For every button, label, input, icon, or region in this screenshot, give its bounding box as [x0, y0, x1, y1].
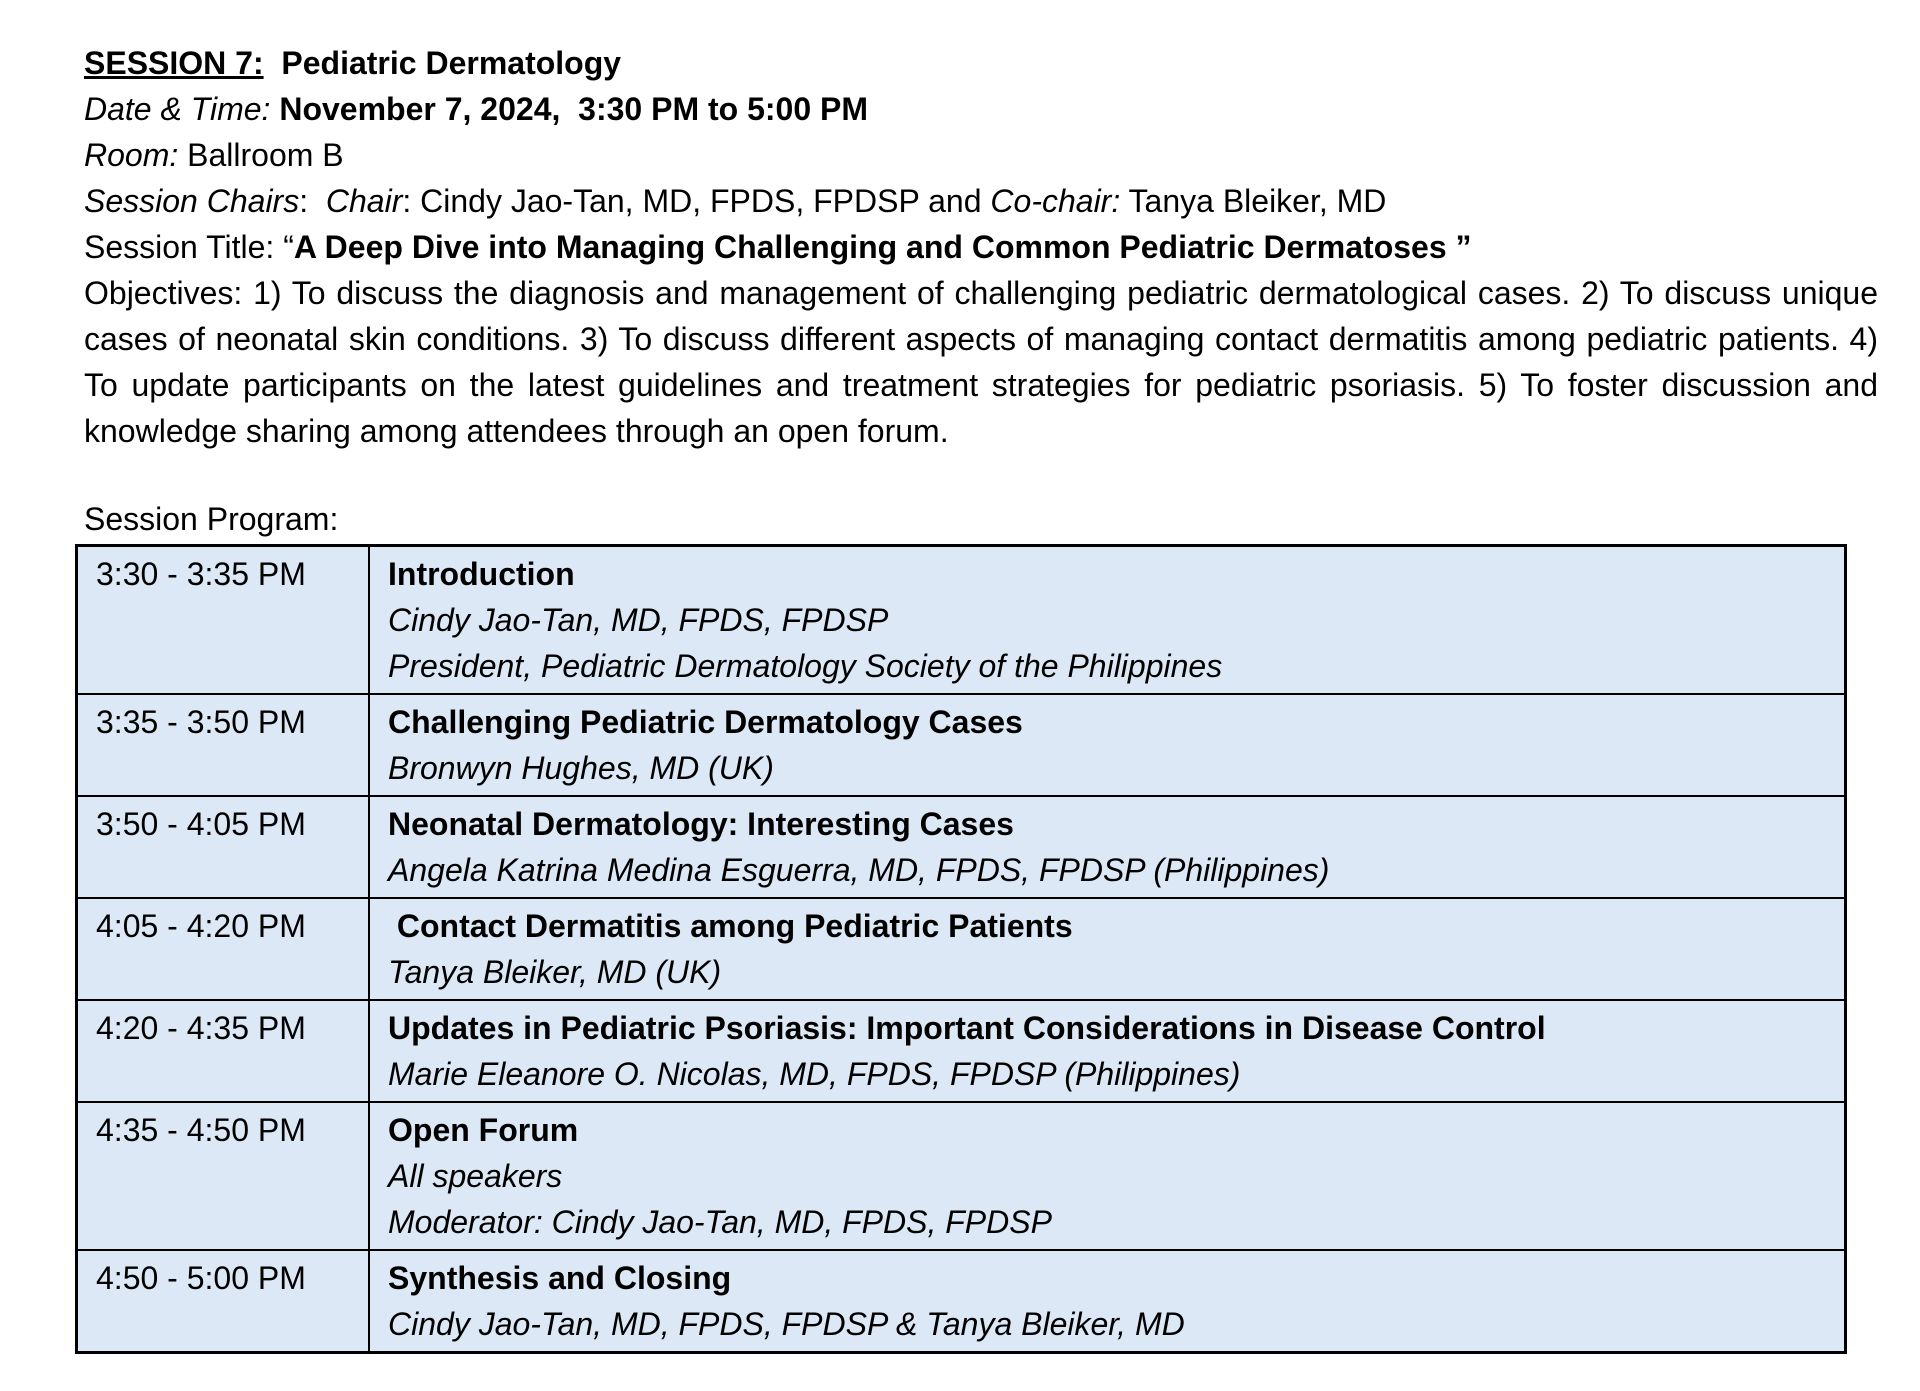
talk-speaker: Cindy Jao-Tan, MD, FPDS, FPDSP & Tanya Bleiker, MD	[388, 1306, 1185, 1342]
talk-speaker: President, Pediatric Dermatology Society of the Philippines	[388, 648, 1223, 684]
room-value: Ballroom B	[187, 137, 344, 173]
cochair-label: Co-chair:	[990, 183, 1121, 219]
session-title-label: Session Title: “	[84, 229, 294, 265]
program-details	[369, 796, 1846, 898]
program-time: 4:20 - 4:35 PM	[77, 1000, 370, 1102]
program-details	[369, 898, 1846, 1000]
program-row	[77, 546, 1846, 695]
talk-speaker: Tanya Bleiker, MD (UK)	[388, 954, 722, 990]
talk-speaker: Moderator: Cindy Jao-Tan, MD, FPDS, FPDSP	[388, 1204, 1052, 1240]
session-name: Pediatric Dermatology	[281, 45, 622, 81]
program-details	[369, 1000, 1846, 1102]
program-time: 4:50 - 5:00 PM	[77, 1250, 370, 1353]
program-time: 3:35 - 3:50 PM	[77, 694, 370, 796]
program-time: 4:35 - 4:50 PM	[77, 1102, 370, 1250]
objectives-text: Objectives: 1) To discuss the diagnosis and management of challenging pediatric dermatological cases. 2) To discuss unique cases of neonatal skin conditions. 3) To discuss different aspects of managing contact dermatitis among pediatric patients. 4) To update participants on the latest guidelines and treatment strategies for pediatric psoriasis. 5) To foster discussion and knowledge sharing among attendees through an open forum.	[84, 275, 1878, 449]
date-time-line	[84, 86, 1878, 132]
program-time: 3:30 - 3:35 PM	[77, 546, 370, 695]
session-program-label: Session Program:	[84, 501, 339, 537]
chair-label: Chair	[325, 183, 403, 219]
talk-speaker: Cindy Jao-Tan, MD, FPDS, FPDSP	[388, 602, 889, 638]
session-header	[84, 40, 1878, 542]
program-row	[77, 1000, 1846, 1102]
talk-title: Challenging Pediatric Dermatology Cases	[388, 704, 1023, 740]
program-row	[77, 1250, 1846, 1353]
program-row	[77, 898, 1846, 1000]
program-time: 4:05 - 4:20 PM	[77, 898, 370, 1000]
date-time-value: November 7, 2024, 3:30 PM to 5:00 PM	[279, 91, 869, 127]
talk-speaker: Bronwyn Hughes, MD (UK)	[388, 750, 774, 786]
session-title-value: A Deep Dive into Managing Challenging and Common Pediatric Dermatoses ”	[293, 229, 1472, 265]
talk-title: Synthesis and Closing	[388, 1260, 732, 1296]
program-details	[369, 694, 1846, 796]
room-label: Room:	[84, 137, 179, 173]
session-chairs-line: Session Chairs: Chair: Cindy Jao-Tan, MD, FPDS, FPDSP and Co-chair: Tanya Bleiker, MD	[84, 183, 1387, 219]
talk-title: Contact Dermatitis among Pediatric Patients	[388, 908, 1073, 944]
session-program-table	[75, 544, 1847, 1354]
chair-value: Cindy Jao-Tan, MD, FPDS, FPDSP and	[420, 183, 982, 219]
session-number: SESSION 7:	[84, 45, 264, 81]
talk-title: Neonatal Dermatology: Interesting Cases	[388, 806, 1014, 842]
session-heading	[84, 40, 1878, 86]
program-row	[77, 694, 1846, 796]
session-chairs-label: Session Chairs	[84, 183, 300, 219]
talk-speaker: Marie Eleanore O. Nicolas, MD, FPDS, FPDSP (Philippines)	[388, 1056, 1241, 1092]
session-title-line	[84, 224, 1878, 270]
program-time: 3:50 - 4:05 PM	[77, 796, 370, 898]
talk-title: Open Forum	[388, 1112, 579, 1148]
cochair-value: Tanya Bleiker, MD	[1128, 183, 1387, 219]
talk-speaker: All speakers	[388, 1158, 563, 1194]
talk-title: Introduction	[388, 556, 575, 592]
program-details	[369, 1250, 1846, 1353]
program-row	[77, 796, 1846, 898]
talk-title: Updates in Pediatric Psoriasis: Important Considerations in Disease Control	[388, 1010, 1546, 1046]
program-row	[77, 1102, 1846, 1250]
program-details	[369, 546, 1846, 695]
date-time-label: Date & Time:	[84, 91, 271, 127]
program-details	[369, 1102, 1846, 1250]
talk-speaker: Angela Katrina Medina Esguerra, MD, FPDS, FPDSP (Philippines)	[388, 852, 1330, 888]
room-line	[84, 132, 1878, 178]
program-table-body	[77, 546, 1846, 1353]
